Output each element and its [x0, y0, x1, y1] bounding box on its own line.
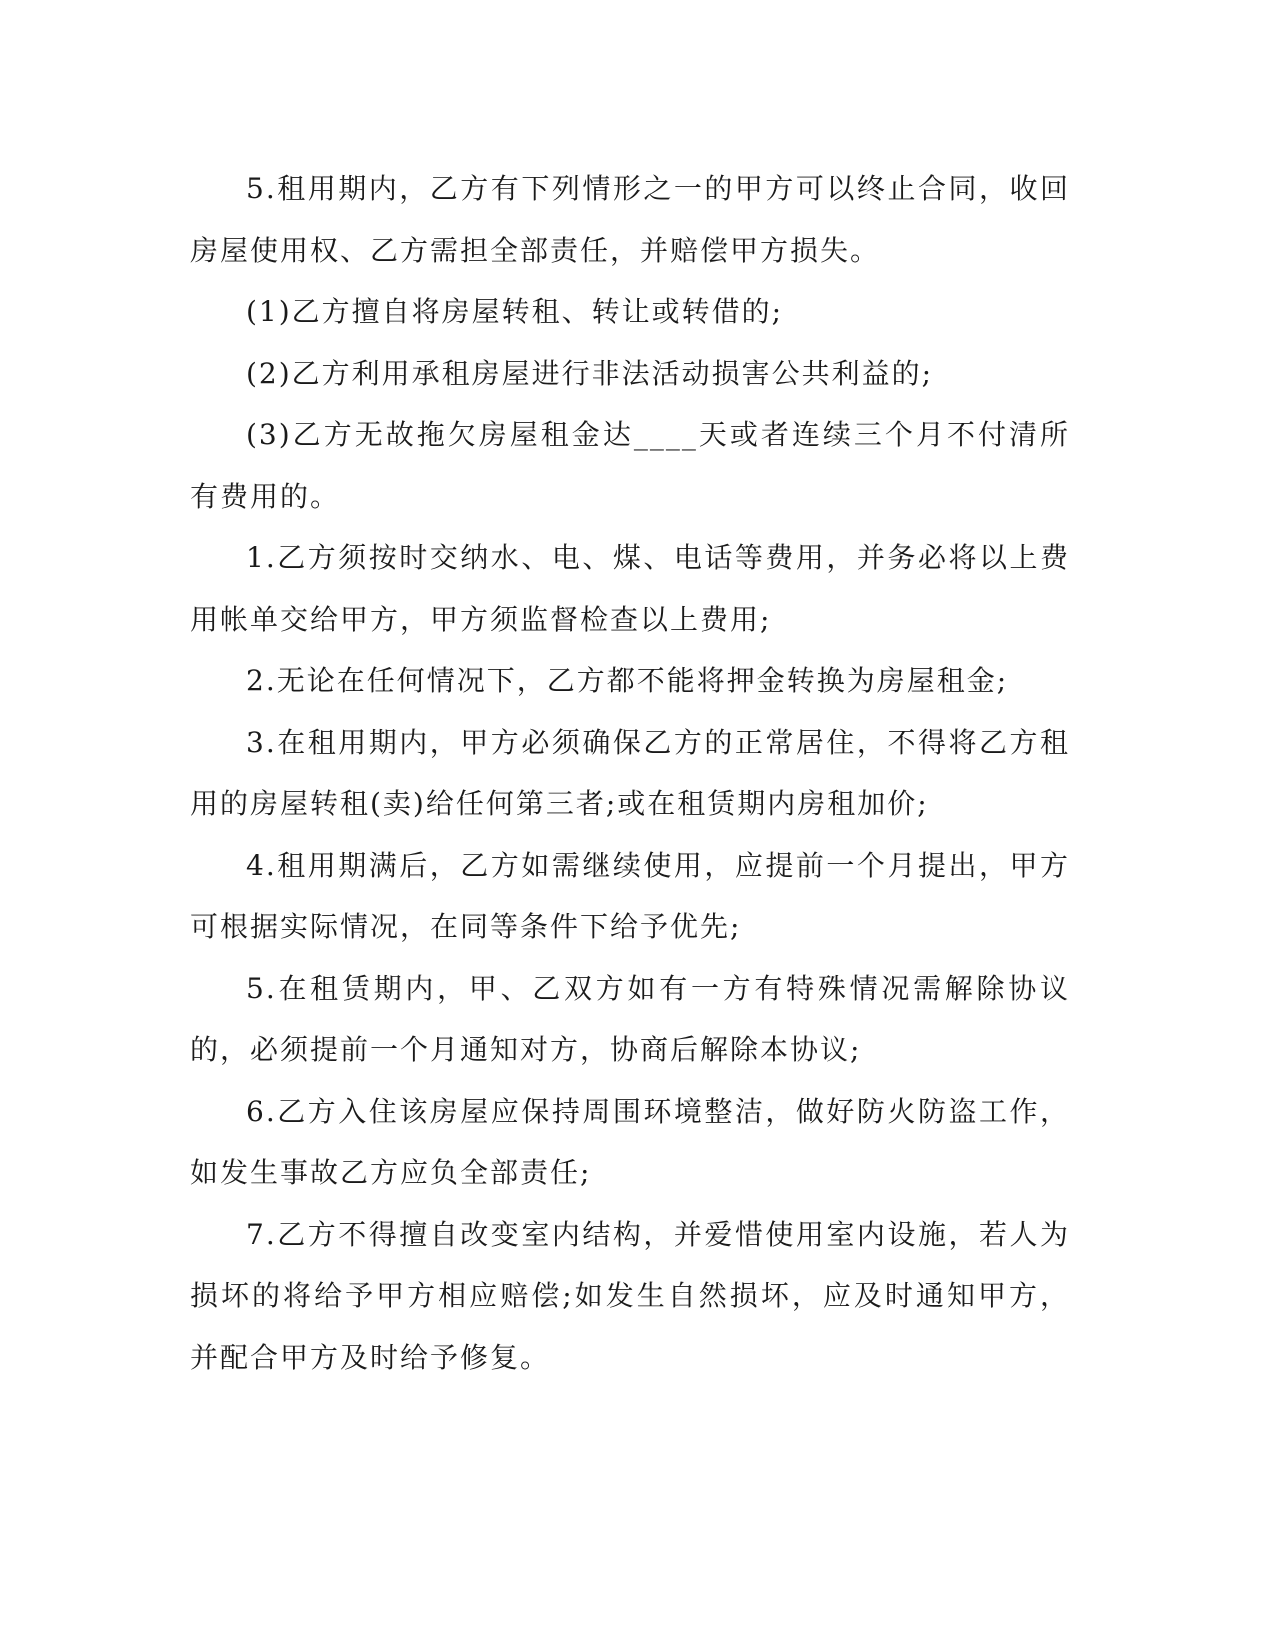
paragraph-clause-6: 6.乙方入住该房屋应保持周围环境整洁，做好防火防盗工作，如发生事故乙方应负全部责任; [190, 1094, 1070, 1189]
paragraph-clause-1: 1.乙方须按时交纳水、电、煤、电话等费用，并务必将以上费用帐单交给甲方，甲方须监督检查以上费用; [190, 541, 1070, 636]
document-page [190, 158, 1070, 1388]
paragraph-item-2: (2)乙方利用承租房屋进行非法活动损害公共利益的; [246, 356, 934, 390]
paragraph-clause-2: 2.无论在任何情况下，乙方都不能将押金转换为房屋租金; [246, 664, 1009, 697]
paragraph-clause-7: 7.乙方不得擅自改变室内结构，并爱惜使用室内设施，若人为损坏的将给予甲方相应赔偿;如发生自然损坏，应及时通知甲方，并配合甲方及时给予修复。 [190, 1217, 1070, 1374]
paragraph-termination-clause: 5.租用期内，乙方有下列情形之一的甲方可以终止合同，收回房屋使用权、乙方需担全部责任，并赔偿甲方损失。 [190, 172, 1070, 267]
paragraph-clause-4: 4.租用期满后，乙方如需继续使用，应提前一个月提出，甲方可根据实际情况，在同等条件下给予优先; [190, 848, 1070, 943]
paragraph-item-1: (1)乙方擅自将房屋转租、转让或转借的; [246, 295, 784, 328]
paragraph-clause-3: 3.在租用期内，甲方必须确保乙方的正常居住，不得将乙方租用的房屋转租(卖)给任何第三者;或在租赁期内房租加价; [190, 725, 1070, 820]
paragraph-item-3: (3)乙方无故拖欠房屋租金达____天或者连续三个月不付清所有费用的。 [190, 418, 1070, 513]
paragraph-clause-5: 5.在租赁期内，甲、乙双方如有一方有特殊情况需解除协议的，必须提前一个月通知对方，协商后解除本协议; [190, 971, 1070, 1066]
